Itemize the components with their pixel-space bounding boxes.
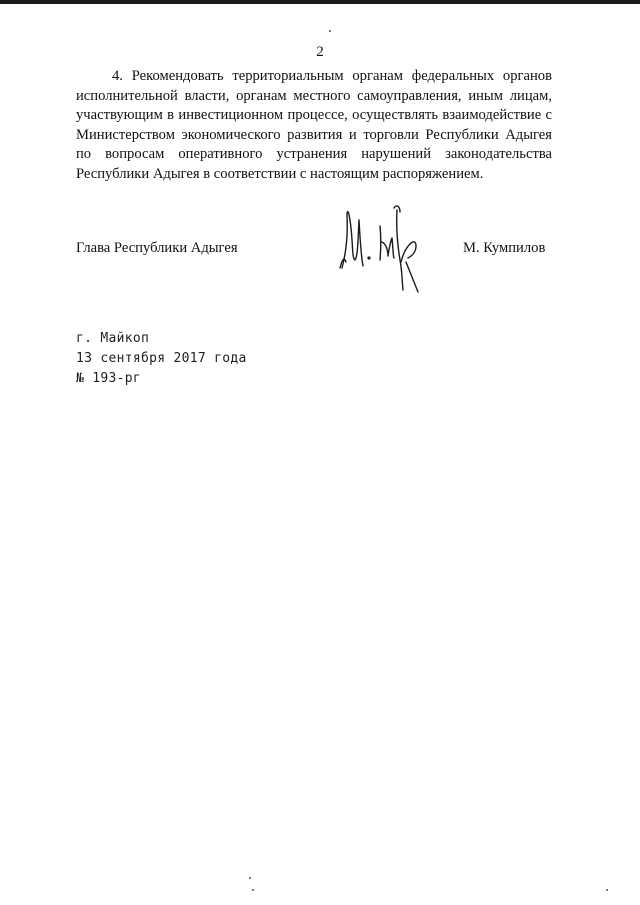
paragraph-4: 4. Рекомендовать территориальным органам федеральных органов исполнительной власти, органам местного самоуправления, иным лицам, участвующим в инвестиционном процессе, осуществлять взаимодействие с Министерством экономического развития и торговли Республики Адыгея по вопросам оперативного устранения нарушений законодательства Республики Адыгея в соответствии с настоящим распоряжением. [76,68,552,182]
page-number: 2 [316,44,324,60]
signer-name: М. Кумпилов [463,240,546,256]
scan-speck [606,889,608,891]
document-meta [76,329,247,389]
place-line: г. Майкоп [76,331,150,346]
number-line: № 193-рг [76,371,142,386]
date-line: 13 сентября 2017 года [76,351,247,366]
scan-speck [249,877,251,879]
scan-top-edge [0,0,640,4]
signature-icon [330,198,440,296]
scan-speck [252,889,254,891]
signer-title: Глава Республики Адыгея [76,240,238,256]
scan-speck [329,30,331,32]
